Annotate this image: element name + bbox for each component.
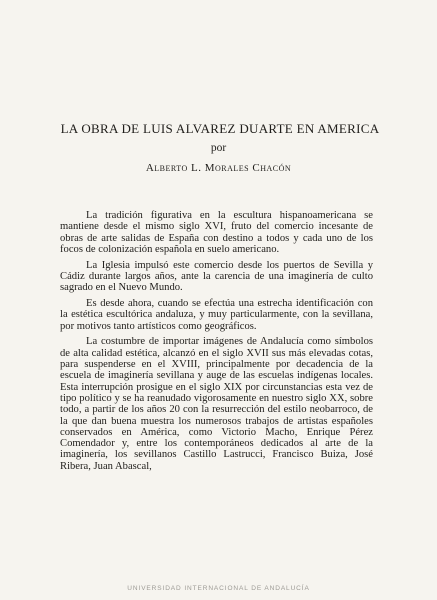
footer-watermark: UNIVERSIDAD INTERNACIONAL DE ANDALUCÍA: [127, 585, 310, 592]
author-name: Alberto L. Morales Chacón: [145, 162, 292, 174]
paragraph-2: La Iglesia impulsó este comercio desde los puertos de Sevilla y Cádiz durante largos años, ante la carencia de una imaginería de culto sagrado en el Nuevo Mundo.: [60, 259, 373, 294]
paragraph-4: La costumbre de importar imágenes de Andalucía como símbolos de alta calidad estética, alcanzó en el siglo XVII sus más elevadas cotas, para suspenderse en el XVIII, principalmente por decadencia de la escuela de imaginería sevillana y auge de las escuelas indígenas locales. Esta interrupción prosigue en el siglo XIX por circunstancias esta vez de tipo político y se ha reanudado vigorosamente en nuestro siglo XX, sobre todo, a partir de los años 20 con la resurrección del estilo neobarroco, de la que dan buena muestra los numerosos trabajos de artistas españoles conservados en América, como Victorio Macho, Enrique Pérez Comendador y, entre los contemporáneos dedicados al arte de la imaginería, los sevillanos Castillo Lastrucci, Francisco Buiza, José Ribera, Juan Abascal,: [60, 336, 373, 472]
paragraph-1: La tradición figurativa en la escultura hispanoamericana se mantiene desde el mismo siglo XVI, fruto del comercio incesante de obras de arte salidas de España con destino a todos y cada uno de los focos de colonización española en suelo americano.: [60, 210, 373, 255]
paragraph-3: Es desde ahora, cuando se efectúa una estrecha identificación con la estética escultórica andaluza, y muy particularmente, con la sevillana, por motivos tanto artísticos como geográficos.: [60, 298, 373, 332]
article-title: LA OBRA DE LUIS ALVAREZ DUARTE EN AMERICA: [60, 121, 380, 136]
article-body: [60, 210, 373, 477]
byline-por: por: [210, 142, 227, 154]
